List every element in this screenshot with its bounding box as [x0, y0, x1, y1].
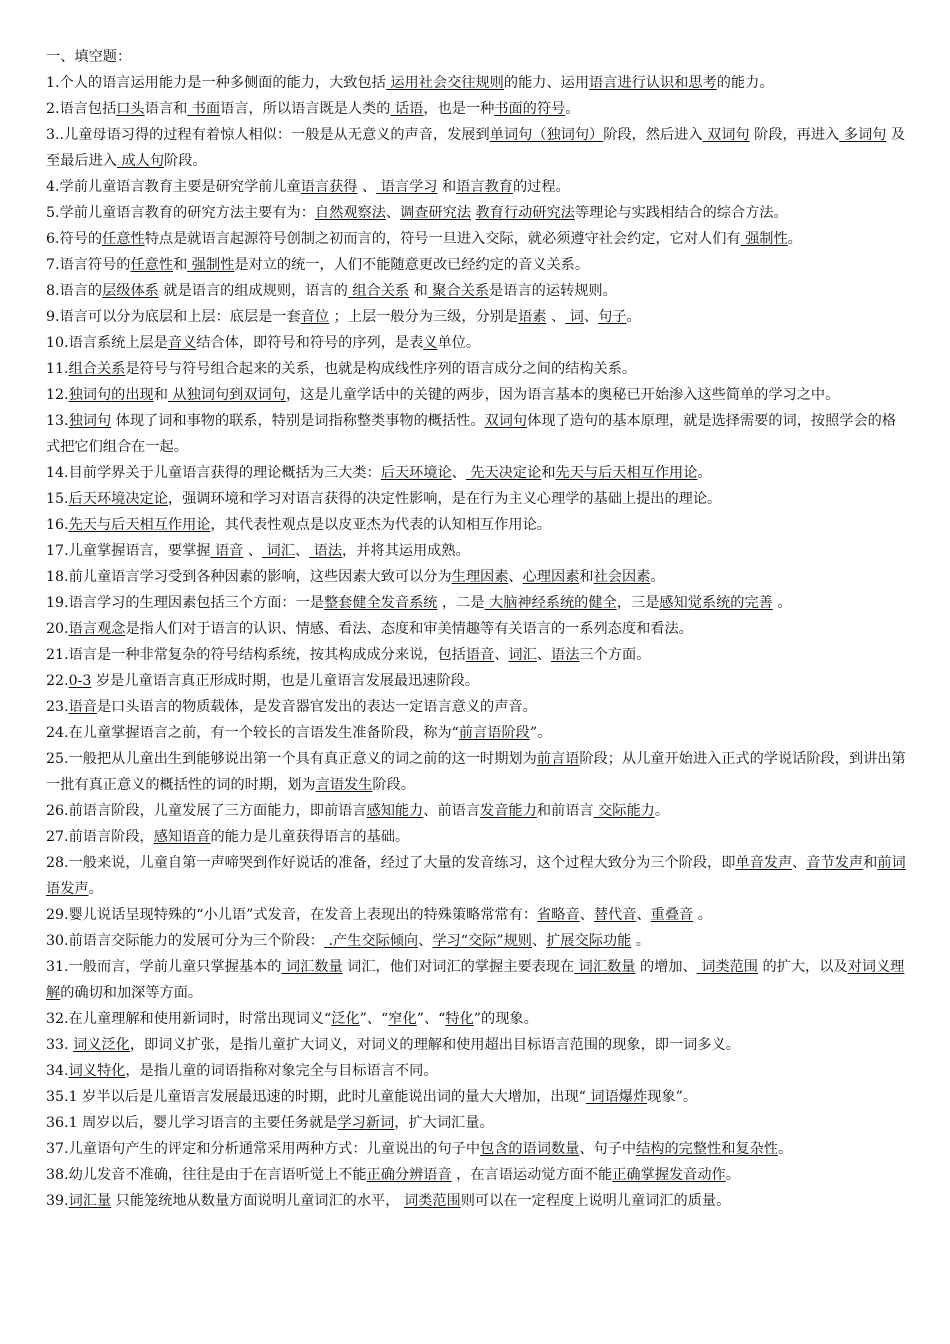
question-text: 21.语言是一种非常复杂的符号结构系统，按其构成成分来说，包括 [46, 647, 466, 663]
question-item [46, 122, 910, 174]
answer-text: 语音 [210, 543, 244, 559]
question-text: 、 [579, 907, 594, 923]
question-text: 38.幼儿发音不准确，往往是由于在言语听觉上不能 [46, 1167, 367, 1183]
question-text: ；上层一般分为三级，分别是 [329, 309, 519, 325]
answer-text: 词 [565, 309, 584, 325]
question-text: 、 [792, 855, 807, 871]
question-text: 、 [494, 647, 509, 663]
question-text: 。 [697, 465, 712, 481]
answer-text: 音节发声 [806, 855, 864, 871]
question-text: 阶段；从儿童开始进入正式的学说话阶段，到讲出第一批有真正意义的概括性的词的时期，划为 [46, 751, 906, 793]
question-item [46, 720, 910, 746]
answer-text: 正确分辨语音 [366, 1167, 452, 1183]
answer-text: 组合关系 [347, 283, 410, 299]
answer-text: 强制性 [740, 231, 788, 247]
question-text: 是对立的统一，人们不能随意更改已经约定的音义关系。 [234, 257, 590, 273]
question-text: 35.1 岁半以后是儿童语言发展最迅速的时期，此时儿童能说出词的量大大增加，出现“ [46, 1089, 586, 1105]
question-text: 23. [46, 699, 69, 715]
question-text: 32.在儿童理解和使用新词时，时常出现词义“ [46, 1011, 332, 1027]
question-text: 19.语言学习的生理因素包括三个方面：一是 [46, 595, 324, 611]
answer-text: 生理因素 [451, 569, 509, 585]
answer-text: 书面 [187, 101, 221, 117]
question-item [46, 512, 910, 538]
question-text: 特点是就语言起源符号创制之初而言的，符号一旦进入交际，就必须遵守社会约定，它对人们有 [144, 231, 741, 247]
question-item [46, 356, 910, 382]
answer-text: 前言语阶段 [458, 725, 530, 741]
question-text: 是语言的运转规则。 [489, 283, 617, 299]
question-text: 、 [508, 569, 523, 585]
question-text: 26.前语言阶段，儿童发展了三方面能力，即前语言 [46, 803, 367, 819]
question-text: 的能力、运用 [503, 75, 590, 91]
question-item [46, 252, 910, 278]
question-text: 15. [46, 491, 69, 507]
answer-text: 先天与后天相互作用论 [555, 465, 698, 481]
question-text: 、句子中 [579, 1141, 637, 1157]
question-text: 。 [787, 231, 802, 247]
answer-text: 特化 [445, 1011, 474, 1027]
answer-text: 词义泛化 [73, 1037, 130, 1053]
answer-text: 语言学习 [376, 179, 438, 195]
question-text: 10.语言系统上层是 [46, 335, 168, 351]
answer-text: 词类范围 [403, 1193, 461, 1209]
question-item [46, 590, 910, 616]
answer-text: 发音能力 [480, 803, 537, 819]
answer-text: 词类范围 [696, 959, 758, 975]
question-text: 岁是儿童语言真正形成时期，也是儿童语言发展最迅速阶段。 [91, 673, 480, 689]
question-item [46, 850, 910, 902]
question-text: 和 [863, 855, 878, 871]
question-text: 22. [46, 673, 69, 689]
question-text: 体现了词和事物的联系，特别是词指称整类事物的概括性。 [111, 413, 485, 429]
question-text: 。 [565, 101, 580, 117]
question-item [46, 278, 910, 304]
question-list [46, 70, 910, 1214]
question-item [46, 460, 910, 486]
question-item [46, 96, 910, 122]
answer-text: 教育行动研究法 [475, 205, 575, 221]
question-text: 。 [778, 1141, 793, 1157]
answer-text: 单音发声 [735, 855, 793, 871]
answer-text: 感知觉系统的完善 [659, 595, 773, 611]
question-item [46, 902, 910, 928]
question-text: 。 [631, 933, 650, 949]
question-text: 2.语言包括 [46, 101, 117, 117]
answer-text: 多词句 [839, 127, 887, 143]
question-text: 的扩大，以及 [757, 959, 848, 975]
question-text: 18.前儿童语言学习受到各种因素的影响，这些因素大致可以分为 [46, 569, 452, 585]
question-item [46, 616, 910, 642]
answer-text: 包含的语词数量 [480, 1141, 580, 1157]
question-text: 。 [772, 595, 792, 611]
question-text: ”、“ [416, 1011, 446, 1027]
question-text: 30.前语言交际能力的发展可分为三个阶段： [46, 933, 324, 949]
answer-text: 词汇数量 [281, 959, 343, 975]
answer-text: 语法 [551, 647, 580, 663]
answer-text: 心理因素 [522, 569, 580, 585]
question-text: 现象”。 [647, 1089, 698, 1105]
answer-text: 语素 [518, 309, 547, 325]
answer-text: 正确掌握发音动作 [612, 1167, 726, 1183]
question-text: 11. [46, 361, 69, 377]
answer-text: 从独词句到双词句 [167, 387, 286, 403]
question-item [46, 174, 910, 200]
question-text: 阶段，再进入 [749, 127, 840, 143]
question-text: 4.学前儿童语言教育主要是研究学前儿童 [46, 179, 301, 195]
answer-text: 音义 [167, 335, 197, 351]
answer-text: .产生交际倾向 [323, 933, 419, 949]
question-text: 。 [725, 1167, 740, 1183]
question-text: 和 [579, 569, 594, 585]
question-text: 16. [46, 517, 69, 533]
question-text: 14.目前学界关于儿童语言获得的理论概括为三大类： [46, 465, 381, 481]
question-text: 3..儿童母语习得的过程有着惊人相似：一般是从无意义的声音，发展到 [46, 127, 490, 143]
question-text: 8.语言的 [46, 283, 103, 299]
question-text: 25.一般把从儿童出生到能够说出第一个具有真正意义的词之前的这一时期划为 [46, 751, 537, 767]
answer-text: 口头 [116, 101, 145, 117]
question-text: 阶段。 [164, 153, 207, 169]
question-text: ，其代表性观点是以皮亚杰为代表的认知相互作用论。 [210, 517, 551, 533]
question-text: 、前语言 [423, 803, 481, 819]
answer-text: 双词句 [702, 127, 750, 143]
question-text: 结合体，即符号和符号的序列，是表 [196, 335, 424, 351]
question-text: 。 [654, 803, 670, 819]
question-item [46, 382, 910, 408]
question-text: 。 [626, 309, 641, 325]
question-text: 20. [46, 621, 69, 637]
question-text: 、 [451, 465, 466, 481]
question-text: 、 [531, 933, 547, 949]
question-text: ，即词义扩张，是指儿童扩大词义，对词义的理解和使用超出目标语言范围的现象，即一词多义。 [129, 1037, 740, 1053]
question-text: 27.前语言阶段， [46, 829, 154, 845]
question-text: 36.1 周岁以后，婴儿学习语言的主要任务就是 [46, 1115, 338, 1131]
answer-text: 言语发生 [315, 777, 373, 793]
question-text: 1.个人的语言运用能力是一种多侧面的能力，大致包括 [46, 75, 386, 91]
question-text: 和前语言 [536, 803, 594, 819]
question-text: 、 [546, 309, 566, 325]
question-text: 的过程。 [512, 179, 570, 195]
question-text: ，强调环境和学习对语言获得的决定性影响，是在行为主义心理学的基础上提出的理论。 [167, 491, 722, 507]
question-text: 。 [650, 569, 665, 585]
question-text: ，也是一种 [423, 101, 495, 117]
question-text: 就是语言的组成规则，语言的 [158, 283, 348, 299]
question-text: 、 [636, 907, 651, 923]
answer-text: 运用社会交往规则 [385, 75, 504, 91]
question-item [46, 1110, 910, 1136]
answer-text: 前词语发声 [46, 855, 906, 897]
question-text: 和 [541, 465, 556, 481]
question-text: ，是指儿童的词语指称对象完全与目标语言不同。 [125, 1063, 438, 1079]
answer-text: 省略音 [537, 907, 580, 923]
question-text: ，这是儿童学话中的关键的两步，因为语言基本的奥秘已开始渗入这些简单的学习之中。 [285, 387, 840, 403]
question-text: 。 [88, 881, 103, 897]
answer-text: 音位 [300, 309, 330, 325]
question-text: 7.语言符号的 [46, 257, 131, 273]
answer-text: 语言进行认识和思考 [589, 75, 717, 91]
answer-text: 学习新词 [337, 1115, 395, 1131]
question-item [46, 538, 910, 564]
answer-text: 整套健全发音系统 [323, 595, 438, 611]
question-text: 阶段，然后进入 [603, 127, 703, 143]
answer-text: 语言获得 [300, 179, 358, 195]
answer-text: 先天与后天相互作用论 [68, 517, 211, 533]
question-text: 13. [46, 413, 69, 429]
answer-text: 语法 [309, 543, 343, 559]
answer-text: 组合关系 [68, 361, 126, 377]
answer-text: 词汇 [508, 647, 537, 663]
answer-text: 义 [423, 335, 438, 351]
question-item [46, 408, 910, 460]
question-text: 则可以在一定程度上说明儿童词汇的质量。 [460, 1193, 731, 1209]
answer-text: 词汇 [262, 543, 295, 559]
question-item [46, 1032, 910, 1058]
question-text: 、 [536, 647, 552, 663]
answer-text: 窄化 [388, 1011, 417, 1027]
question-text: 是符号与符号组合起来的关系，也就是构成线性序列的语言成分之间的结构关系。 [125, 361, 637, 377]
question-item [46, 486, 910, 512]
question-item [46, 746, 910, 798]
question-item [46, 1188, 910, 1214]
question-text: 词汇，他们对词汇的掌握主要表现在 [342, 959, 575, 975]
answer-text: 调查研究法 [400, 205, 472, 221]
answer-text: 大脑神经系统的健全 [484, 595, 617, 611]
answer-text: 扩展交际功能 [546, 933, 632, 949]
question-text: 只能笼统地从数量方面说明儿童词汇的水平， [111, 1193, 404, 1209]
answer-text: 词汇量 [68, 1193, 112, 1209]
answer-text: 学习“交际”规则 [432, 933, 532, 949]
question-text: 24.在儿童掌握语言之前，有一个较长的言语发生准备阶段，称为“ [46, 725, 459, 741]
question-item [46, 1136, 910, 1162]
question-item [46, 1084, 910, 1110]
question-text: 。 [693, 907, 712, 923]
question-text: 37.儿童语句产生的评定和分析通常采用两种方式：儿童说出的句子中 [46, 1141, 481, 1157]
question-text: 的增加、 [635, 959, 697, 975]
question-text: 、 [294, 543, 310, 559]
question-text: 体现了造句的基本原理，就是选择需要的词，按照学会的格式把它们组合在一起。 [46, 413, 897, 455]
question-item [46, 564, 910, 590]
question-text: ，在言语运动觉方面不能 [451, 1167, 613, 1183]
question-text: 39. [46, 1193, 69, 1209]
question-item [46, 304, 910, 330]
answer-text: 语言教育 [456, 179, 513, 195]
question-text: 、 [357, 179, 377, 195]
answer-text: 社会因素 [593, 569, 651, 585]
answer-text: 独词句 [68, 413, 112, 429]
answer-text: 交际能力 [593, 803, 655, 819]
answer-text: 重叠音 [650, 907, 694, 923]
question-text: 17.儿童掌握语言，要掌握 [46, 543, 211, 559]
question-text: 及至最后进入 [46, 127, 906, 169]
answer-text: 任意性 [130, 257, 174, 273]
question-text: ，三是 [616, 595, 660, 611]
answer-text: 聚合关系 [427, 283, 490, 299]
answer-text: 0-3 [68, 673, 92, 689]
question-text: 、 [583, 309, 599, 325]
question-text: 和 [153, 387, 168, 403]
answer-text: 句子 [598, 309, 627, 325]
question-text: 33. [46, 1037, 74, 1053]
answer-text: 语音 [465, 647, 495, 663]
answer-text: 独词句的出现 [68, 387, 154, 403]
question-item [46, 200, 910, 226]
question-text: 9.语言可以分为底层和上层：底层是一套 [46, 309, 301, 325]
question-text: 和 [437, 179, 457, 195]
question-item [46, 642, 910, 668]
question-text: 、 [385, 205, 401, 221]
answer-text: 语音 [68, 699, 97, 715]
question-text: ，扩大词汇量。 [394, 1115, 494, 1131]
question-text: ”的现象。 [473, 1011, 538, 1027]
question-text: ”。 [529, 725, 552, 741]
answer-text: 语言观念 [68, 621, 126, 637]
answer-text: 成人句 [116, 153, 165, 169]
question-item [46, 824, 910, 850]
question-item [46, 694, 910, 720]
question-text: 单位。 [437, 335, 481, 351]
question-text: 和 [409, 283, 428, 299]
answer-text: 后天环境论 [380, 465, 452, 481]
question-item [46, 798, 910, 824]
answer-text: 对词义理解 [46, 959, 905, 1001]
question-item [46, 70, 910, 96]
question-text: 的能力是儿童获得语言的基础。 [210, 829, 410, 845]
answer-text: 双词句 [484, 413, 528, 429]
question-text: 5.学前儿童语言教育的研究方法主要有为： [46, 205, 315, 221]
answer-text: 词语爆炸 [585, 1089, 648, 1105]
question-text: 等理论与实践相结合的综合方法。 [574, 205, 788, 221]
question-text: ，并将其运用成熟。 [342, 543, 470, 559]
answer-text: 感知语音 [153, 829, 211, 845]
answer-text: 泛化 [331, 1011, 360, 1027]
question-text: 是口头语言的物质载体，是发音器官发出的表达一定语言意义的声音。 [96, 699, 537, 715]
question-text: 的能力。 [716, 75, 774, 91]
question-text: 、 [243, 543, 263, 559]
question-text: 、 [418, 933, 433, 949]
answer-text: 前言语 [536, 751, 580, 767]
question-text: 是指人们对于语言的认识、情感、看法、态度和审美情趣等有关语言的一系列态度和看法。 [125, 621, 693, 637]
question-text: ”、“ [359, 1011, 389, 1027]
question-item [46, 1162, 910, 1188]
question-item [46, 1058, 910, 1084]
answer-text: 后天环境决定论 [68, 491, 168, 507]
question-text: 的确切和加深等方面。 [60, 985, 203, 1001]
answer-text: 任意性 [102, 231, 145, 247]
question-text: 12. [46, 387, 69, 403]
question-text: 和 [173, 257, 188, 273]
answer-text: 层级体系 [102, 283, 159, 299]
answer-text: 强制性 [187, 257, 235, 273]
answer-text: 感知能力 [366, 803, 424, 819]
question-text: 31.一般而言，学前儿童只掌握基本的 [46, 959, 282, 975]
answer-text: 词义特化 [68, 1063, 126, 1079]
answer-text: 话语 [390, 101, 424, 117]
question-text: 6.符号的 [46, 231, 103, 247]
question-item [46, 928, 910, 954]
question-text: 29.婴儿说话呈现特殊的“小儿语”式发音，在发音上表现出的特殊策略常常有： [46, 907, 538, 923]
answer-text: 替代音 [593, 907, 637, 923]
answer-text: 结构的完整性和复杂性 [636, 1141, 778, 1157]
section-heading: 一、填空题： [46, 49, 132, 65]
question-text: ，二是 [437, 595, 485, 611]
answer-text: 书面的符号 [494, 101, 566, 117]
question-item [46, 1006, 910, 1032]
question-text: 34. [46, 1063, 69, 1079]
question-text: 语言和 [144, 101, 188, 117]
answer-text: 词汇数量 [574, 959, 636, 975]
question-text: 28.一般来说，儿童自第一声啼哭到作好说话的准备，经过了大量的发音练习，这个过程大致分为三个阶段，即 [46, 855, 736, 871]
question-item [46, 668, 910, 694]
answer-text: 先天决定论 [465, 465, 542, 481]
question-item [46, 954, 910, 1006]
question-text: 三个方面。 [579, 647, 651, 663]
question-text: 语言，所以语言既是人类的 [220, 101, 391, 117]
question-text: 阶段。 [372, 777, 415, 793]
answer-text: 单词句（独词句） [489, 127, 604, 143]
answer-text: 自然观察法 [314, 205, 386, 221]
question-item [46, 330, 910, 356]
question-item [46, 226, 910, 252]
